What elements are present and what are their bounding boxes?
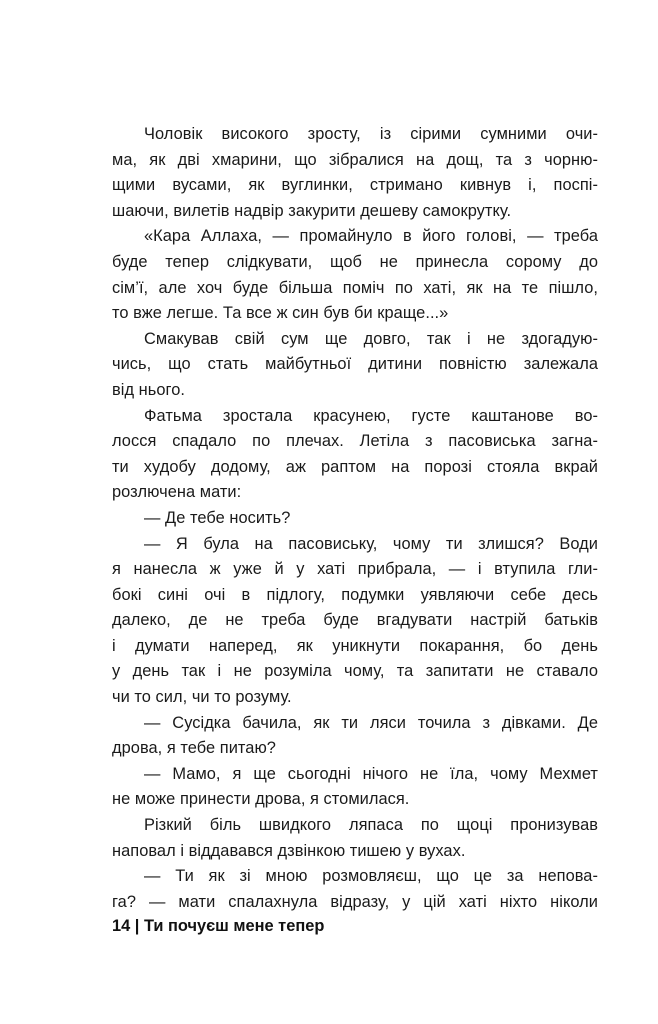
text-line: від нього. (112, 380, 185, 399)
text-line: га? — мати спалахнула відразу, у цій хаті ніхто ніколи (112, 892, 598, 911)
text-line: шаючи, вилетів надвір закурити дешеву самокрутку. (112, 201, 512, 220)
text-line: лосся спадало по плечах. Летіла з пасовиська загна- (112, 432, 598, 451)
text-line: — Я була на пасовиську, чому ти злишся? Води (144, 534, 598, 553)
text-line: — Де тебе носить? (144, 508, 291, 527)
text-line: — Ти як зі мною розмовляєш, що це за непова- (144, 867, 598, 886)
text-line: ма, як дві хмарини, що зібралися на дощ, та з чорню- (112, 150, 598, 169)
text-line: я нанесла ж уже й у хаті прибрала, — і втупила гли- (112, 560, 598, 579)
text-line: сім’ї, але хоч буде більша поміч по хаті, як на те пішло, (112, 278, 598, 297)
text-line: наповал і віддавався дзвінкою тишею у вухах. (112, 841, 466, 860)
text-line: щими вусами, як вуглинки, стримано кивнув і, поспі- (112, 176, 598, 195)
text-line: Фатьма зростала красунею, густе каштанове во- (144, 406, 598, 425)
text-line: чи то сил, чи то розуму. (112, 688, 292, 707)
text-line: Смакував свій сум ще довго, так і не здогадую- (144, 329, 598, 348)
text-line: то вже легше. Та все ж син був би краще...» (112, 304, 449, 323)
running-title: Ти почуєш мене тепер (143, 917, 325, 935)
page-number: 14 (112, 917, 131, 935)
text-line: і думати наперед, як уникнути покарання, бо день (112, 636, 598, 655)
page-footer (112, 914, 324, 938)
text-line: Різкий біль швидкого ляпаса по щоці пронизував (144, 816, 598, 835)
text-line: розлючена мати: (112, 483, 242, 502)
text-line: буде тепер слідкувати, щоб не принесла сорому до (112, 252, 598, 271)
text-line: дрова, я тебе питаю? (112, 739, 276, 758)
text-line: чись, що стать майбутньої дитини повністю залежала (112, 355, 598, 374)
text-line: далеко, де не треба буде вгадувати настрій батьків (112, 611, 598, 630)
footer-separator: | (134, 917, 140, 935)
body-text (112, 122, 598, 915)
text-line: — Мамо, я ще сьогодні нічого не їла, чому Мехмет (144, 764, 598, 783)
text-line: бокі сині очі в підлогу, подумки уявляючи себе десь (112, 585, 598, 604)
text-line: — Сусідка бачила, як ти ляси точила з дівками. Де (144, 713, 598, 732)
text-line: не може принести дрова, я стомилася. (112, 790, 410, 809)
text-line: у день так і не розуміла чому, та запитати не ставало (112, 662, 598, 681)
text-line: «Кара Аллаха, — промайнуло в його голові, — треба (144, 227, 598, 246)
text-line: ти худобу додому, аж раптом на порозі стояла вкрай (112, 457, 598, 476)
text-line: Чоловік високого зросту, із сірими сумними очи- (144, 125, 598, 143)
